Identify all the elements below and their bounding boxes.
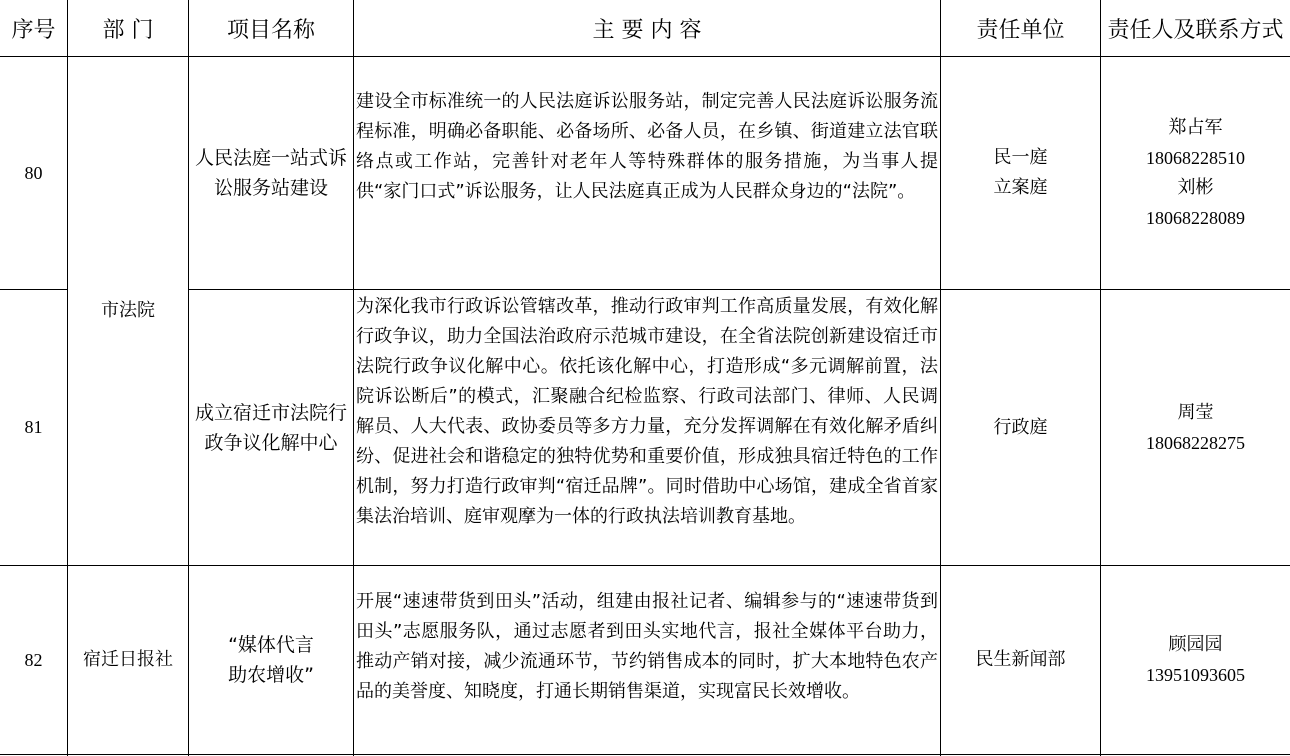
row-81-contact-1-name: 周莹 [1177,401,1214,423]
header-index: 序号 [11,17,56,43]
row-82-content [354,566,940,754]
row-82-project-line-1: “媒体代言 [228,634,314,656]
row-82-contact-1-phone: 13951093605 [1146,665,1245,685]
header-dept: 部 门 [102,17,154,43]
row-80-project-line-2: 讼服务站建设 [213,177,328,199]
dept-merged-cell: 市法院 [101,300,155,321]
row-81-index: 81 [24,417,43,437]
row-81-content-text: 为深化我市行政诉讼管辖改革，推动行政审判工作高质量发展，有效化解行政争议，助力全国法治政府示范城市建设，在全省法院创新建设宿迁市法院行政争议化解中心。依托该化解中心，打造形成“多元调解前置，法院诉讼断后”的模式，汇聚融合纪检监察、行政司法部门、律师、人民调解员、人大代表、政协委员等多方力量，充分发挥调解在有效化解矛盾纠纷、促进社会和谐稳定的独特优势和重要价值，形成独具宿迁特色的工作机制，努力打造行政审判“宿迁品牌”。同时借助中心场馆，建成全省首家集法治培训、庭审观摩为一体的行政执法培训教育基地。 [356,296,938,527]
row-82-unit [941,566,1100,754]
row-80-project [189,57,353,289]
row-82-contact-1-name: 顾园园 [1168,634,1223,655]
row-80-contact-1-phone: 18068228510 [1146,148,1245,168]
row-82-unit-line-1: 民生新闻部 [975,649,1066,670]
row-82-content-text: 开展“速速带货到田头”活动，组建由报社记者、编辑参与的“速速带货到田头”志愿服务队，通过志愿者到田头实地代言，报社全媒体平台助力，推动产销对接，减少流通环节，节约销售成本的同时，扩大本地特色农产品的美誉度、知晓度，打通长期销售渠道，实现富民长效增收。 [356,591,938,702]
row-81-project-line-2: 政争议化解中心 [204,431,338,454]
header-unit: 责任单位 [976,17,1065,43]
row-80-contact-1-name: 郑占军 [1168,117,1223,138]
row-82-index: 82 [24,649,43,670]
row-82-project-line-2: 助农增收” [228,664,314,686]
row-80-unit-line-2: 立案庭 [993,177,1048,198]
row-81-unit [941,290,1100,565]
h-line-table-bottom [0,754,1290,755]
row-81-unit-line-1: 行政庭 [993,416,1048,438]
row-80-project-line-1: 人民法庭一站式诉 [194,147,347,169]
header-content: 主 要 内 容 [592,17,702,43]
row-82-dept: 宿迁日报社 [83,649,173,670]
row-80-unit [941,57,1100,289]
row-81-content [354,290,940,565]
row-81-contact-1-phone: 18068228275 [1146,432,1245,453]
row-81-project [189,290,353,565]
row-80-content [354,57,940,289]
row-80-contact-2-name: 刘彬 [1177,177,1214,198]
header-contact: 责任人及联系方式 [1107,17,1284,43]
row-81-contact [1101,290,1290,565]
header-project: 项目名称 [226,17,315,43]
row-82-contact [1101,566,1290,754]
row-82-project [189,566,353,754]
row-80-index: 80 [24,162,43,183]
row-80-unit-line-1: 民一庭 [993,147,1048,168]
row-80-contact [1101,57,1290,289]
row-81-project-line-1: 成立宿迁市法院行 [194,401,347,424]
row-80-contact-2-phone: 18068228089 [1146,208,1245,228]
row-80-content-text: 建设全市标准统一的人民法庭诉讼服务站，制定完善人民法庭诉讼服务流程标准，明确必备职能、必备场所、必备人员，在乡镇、街道建立法官联络点或工作站，完善针对老年人等特殊群体的服务措施，为当事人提供“家门口式”诉讼服务，让人民法庭真正成为人民群众身边的“法院”。 [356,91,938,202]
